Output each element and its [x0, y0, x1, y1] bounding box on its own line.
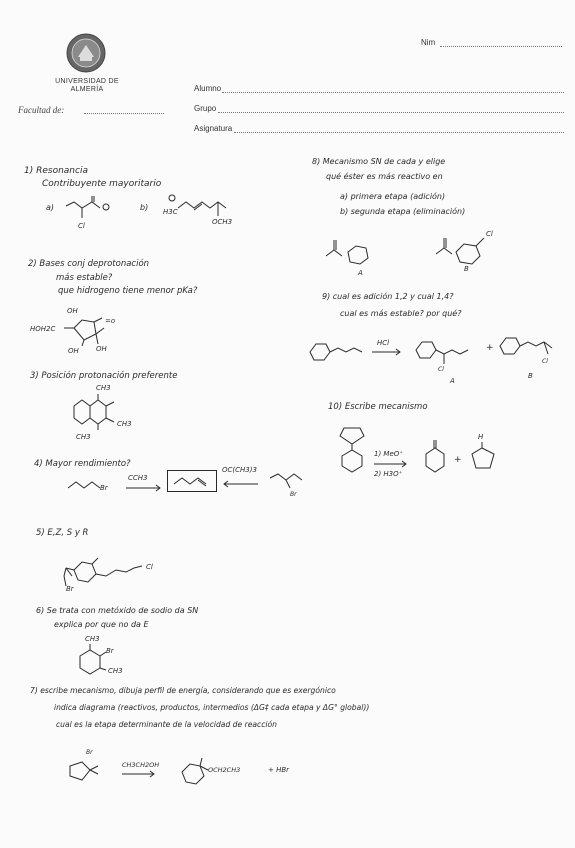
- q6-line1: 6) Se trata con metóxido de sodio da SN: [36, 606, 199, 615]
- nim-label: Nim: [421, 38, 436, 47]
- q10-pyrrolidine-structure: [468, 440, 508, 474]
- q9-line1: 9) cual es adición 1,2 y cual 1,4?: [322, 292, 454, 301]
- q8-ester-b: [432, 230, 512, 270]
- asignatura-line: [234, 132, 564, 133]
- q4-alkyl-bromide: [66, 476, 116, 492]
- q10-ketone-structure: [418, 438, 458, 474]
- q2-oh-bottom-right: OH: [96, 345, 107, 353]
- grupo-line: [218, 112, 564, 113]
- q7-product: OCH2CH3: [208, 766, 241, 774]
- q4-br-right: Br: [290, 491, 297, 498]
- q2-line2: más estable?: [56, 273, 113, 283]
- q7-line2: indica diagrama (reactivos, productos, intermedios (ΔG‡ cada etapa y ΔG° global)): [54, 703, 370, 712]
- q2-oh-top: OH: [67, 307, 78, 315]
- q10-enamine-structure: [336, 424, 370, 476]
- q4-br-left: Br: [100, 484, 108, 492]
- q5-structure: [58, 546, 168, 606]
- q5-title: 5) E,Z, S y R: [36, 528, 89, 538]
- q1a-cl: Cl: [78, 222, 85, 230]
- q2-oh-bottom: OH: [68, 347, 79, 355]
- q2-hoh2c: HOH2C: [30, 325, 56, 333]
- grupo-label: Grupo: [194, 104, 217, 113]
- q4-reagent-1: CCH3: [128, 474, 148, 482]
- nim-line: [440, 46, 562, 47]
- q1b-och3: OCH3: [212, 218, 233, 226]
- q9-product-a: [412, 338, 492, 372]
- q8-ester-a: [322, 234, 382, 270]
- q3-ch3-bottom: CH3: [76, 433, 91, 441]
- q1-label-b: b): [140, 203, 149, 212]
- q5-br: Br: [66, 585, 74, 593]
- q9-line2: cual es más estable? por qué?: [340, 309, 462, 318]
- q7-line1: 7) escribe mecanismo, dibuja perfil de energía, considerando que es exergónico: [30, 686, 336, 695]
- q6-ch3-right: CH3: [108, 667, 123, 675]
- q3-ch3-top: CH3: [96, 384, 111, 392]
- q10-h: H: [478, 433, 484, 441]
- asignatura-label: Asignatura: [194, 124, 233, 133]
- q10-step1: 1) MeO⁺: [374, 450, 403, 458]
- q9-cl-a: Cl: [438, 366, 444, 373]
- q9-label-b: B: [528, 372, 533, 380]
- university-name: UNIVERSIDAD DE ALMERÍA: [55, 78, 119, 93]
- q4-secondary-bromide: [268, 470, 308, 494]
- q1-label-a: a): [46, 203, 55, 212]
- q7-hbr: + HBr: [268, 766, 290, 774]
- q2-line3: que hidrogeno tiene menor pKa?: [58, 286, 198, 296]
- faculty-label: Facultad de:: [18, 105, 65, 115]
- q8-cl: Cl: [486, 230, 493, 238]
- q10-arrow: [372, 460, 412, 468]
- q4-title: 4) Mayor rendimiento?: [34, 459, 131, 469]
- q8-line3: a) primera etapa (adición): [340, 192, 446, 201]
- q8-line4: b) segunda etapa (eliminación): [340, 207, 466, 216]
- university-seal: [66, 33, 106, 73]
- q5-cl: Cl: [146, 563, 153, 571]
- q1b-h3c: H3C: [163, 208, 178, 216]
- q4-reagent-2: OC(CH3)3: [222, 466, 257, 474]
- alumno-label: Alumno: [194, 84, 222, 93]
- q3-title: 3) Posición protonación preferente: [30, 371, 178, 381]
- q9-product-b: [496, 334, 566, 368]
- alumno-line: [222, 92, 564, 93]
- q4-product-box: [167, 470, 217, 492]
- q9-plus: +: [486, 343, 494, 353]
- q1-title: 1) Resonancia: [24, 166, 88, 176]
- q8-line1: 8) Mecanismo SN de cada y elige: [312, 157, 446, 166]
- q9-arrow: [370, 348, 406, 356]
- q10-step2: 2) H3O⁺: [374, 470, 403, 478]
- q7-product-structure: [176, 758, 216, 792]
- q10-title: 10) Escribe mecanismo: [328, 402, 428, 412]
- q6-line2: explica por que no da E: [54, 620, 149, 629]
- q9-reagent: HCl: [377, 339, 390, 347]
- q1a-structure: [62, 194, 112, 230]
- q6-ch3-top: CH3: [85, 635, 100, 643]
- faculty-line: [84, 113, 164, 114]
- q7-line3: cual es la etapa determinante de la velocidad de reacción: [56, 720, 277, 729]
- q3-ch3-right: CH3: [117, 420, 132, 428]
- q7-reagent: CH3CH2OH: [122, 761, 160, 769]
- q10-plus: +: [454, 455, 462, 465]
- q2-line1: 2) Bases conj deprotonación: [28, 259, 150, 269]
- q9-cl-b: Cl: [542, 358, 548, 365]
- q7-arrow: [120, 770, 160, 778]
- q6-br: Br: [106, 647, 114, 655]
- q8-line2: qué éster es más reactivo en: [326, 172, 443, 181]
- q7-br: Br: [86, 749, 93, 756]
- q8-label-a: A: [358, 269, 363, 277]
- q2-o-label: =o: [105, 317, 116, 325]
- q9-label-a: A: [450, 377, 455, 385]
- q7-reactant-structure: [64, 756, 104, 786]
- q3-pteridine-structure: [64, 392, 134, 436]
- q4-arrow-right: [124, 484, 164, 492]
- q8-label-b: B: [464, 265, 469, 273]
- q9-diene-structure: [306, 340, 366, 366]
- q4-arrow-left: [220, 480, 260, 488]
- q1-subtitle: Contribuyente mayoritario: [42, 179, 162, 189]
